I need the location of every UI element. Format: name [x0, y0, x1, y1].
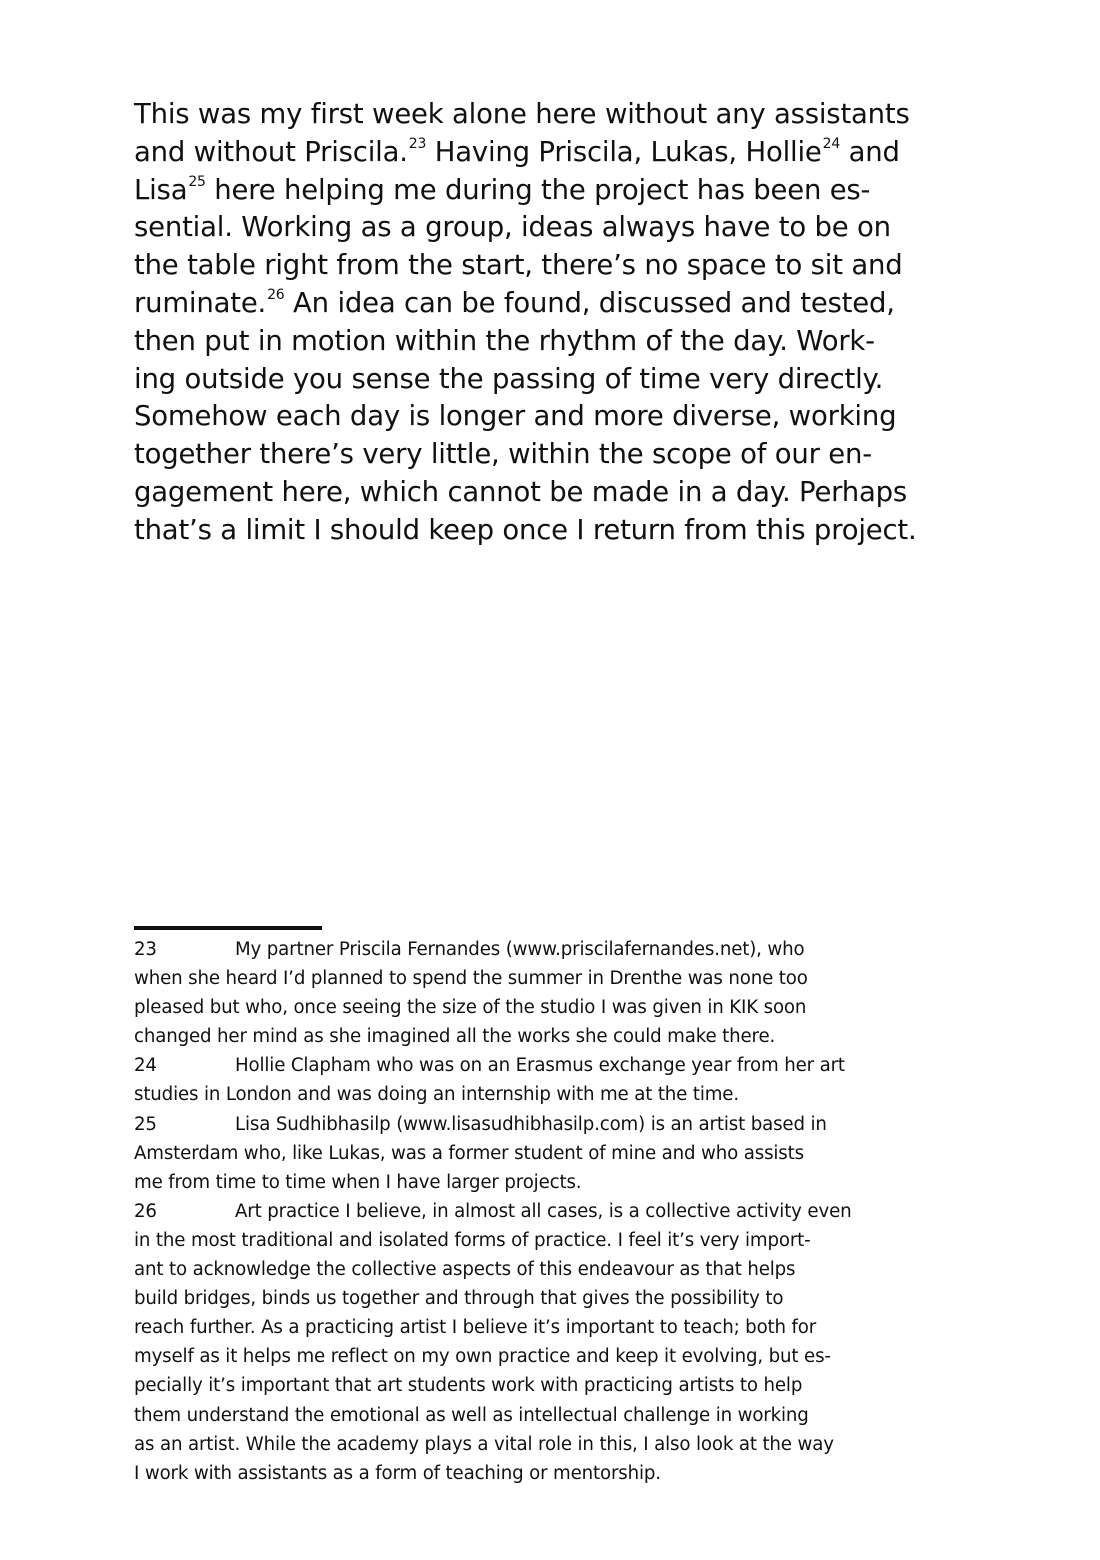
- footnote-line: [134, 1110, 974, 1139]
- body-line: [134, 285, 974, 323]
- footnote-line: ant to acknowledge the collective aspects of this endeavour as that helps: [134, 1259, 796, 1281]
- footnote-ref-25: 25: [188, 173, 206, 190]
- footnote-line: when she heard I’d planned to spend the summer in Drenthe was none too: [134, 968, 808, 990]
- body-line: the table right from the start, there’s no space to sit and: [134, 249, 903, 282]
- footnote-text: Art practice I believe, in almost all cases, is a collective activity even: [235, 1200, 852, 1222]
- footnote-line: [134, 935, 974, 964]
- footnote-ref-23: 23: [408, 135, 427, 152]
- footnote-line: build bridges, binds us together and through that gives the possibility to: [134, 1288, 784, 1310]
- footnote-line: reach further. As a practicing artist I believe it’s important to teach; both for: [134, 1317, 817, 1339]
- footnote-line: [134, 1051, 974, 1080]
- footnote-line: in the most traditional and isolated forms of practice. I feel it’s very import-: [134, 1229, 811, 1251]
- body-text-segment: ruminate.: [134, 286, 267, 319]
- footnote-divider: [134, 926, 322, 930]
- footnote-ref-26: 26: [267, 286, 285, 303]
- footnote-line: as an artist. While the academy plays a vital role in this, I also look at the way: [134, 1433, 834, 1455]
- footnote-line: them understand the emotional as well as intellectual challenge in working: [134, 1404, 809, 1426]
- body-line: This was my first week alone here without any assistants: [134, 98, 910, 130]
- body-text-segment: Lisa: [134, 173, 188, 206]
- footnote-line: pecially it’s important that art students work with practicing artists to help: [134, 1375, 803, 1397]
- footnote-text: Hollie Clapham who was on an Erasmus exchange year from her art: [235, 1055, 845, 1077]
- footnote-line: me from time to time when I have larger projects.: [134, 1171, 582, 1193]
- footnote-number: 23: [134, 939, 157, 960]
- body-line: then put in motion within the rhythm of the day. Work-: [134, 324, 875, 357]
- body-line: gagement here, which cannot be made in a day. Perhaps: [134, 475, 908, 508]
- body-text-segment: An idea can be found, discussed and tested,: [284, 286, 895, 319]
- footnote-text: Lisa Sudhibhasilp (www.lisasudhibhasilp.com) is an artist based in: [235, 1113, 827, 1135]
- footnote-line: I work with assistants as a form of teaching or mentorship.: [134, 1462, 661, 1484]
- footnote-line: Amsterdam who, like Lukas, was a former student of mine and who assists: [134, 1142, 804, 1164]
- body-text-segment: here helping me during the project has been es-: [205, 173, 871, 206]
- body-text-segment: Having Priscila, Lukas, Hollie: [426, 135, 822, 168]
- body-line: Somehow each day is longer and more diverse, working: [134, 400, 897, 433]
- body-line: that’s a limit I should keep once I return from this project.: [134, 513, 917, 546]
- body-text-segment: and without Priscila.: [134, 135, 408, 168]
- body-line: together there’s very little, within the scope of our en-: [134, 438, 872, 471]
- footnote-line: studies in London and was doing an internship with me at the time.: [134, 1084, 739, 1106]
- body-line: [134, 134, 974, 172]
- footnote-line: pleased but who, once seeing the size of the studio I was given in KIK soon: [134, 997, 807, 1019]
- footnote-line: [134, 1197, 974, 1226]
- footnote-number: 25: [134, 1113, 157, 1135]
- body-line: [134, 172, 974, 210]
- footnote-text: My partner Priscila Fernandes (www.priscilafernandes.net), who: [235, 939, 805, 960]
- footnote-number: 26: [134, 1200, 157, 1222]
- body-line: ing outside you sense the passing of time very directly.: [134, 362, 884, 395]
- body-text-segment: and: [840, 135, 900, 168]
- body-text: [134, 96, 974, 550]
- body-line: sential. Working as a group, ideas always have to be on: [134, 211, 891, 244]
- footnote-number: 24: [134, 1055, 157, 1077]
- footnote-line: changed her mind as she imagined all the works she could make there.: [134, 1026, 776, 1048]
- footnotes-section: [134, 935, 974, 1488]
- footnote-line: myself as it helps me reflect on my own practice and keep it evolving, but es-: [134, 1346, 831, 1368]
- footnote-ref-24: 24: [822, 135, 841, 152]
